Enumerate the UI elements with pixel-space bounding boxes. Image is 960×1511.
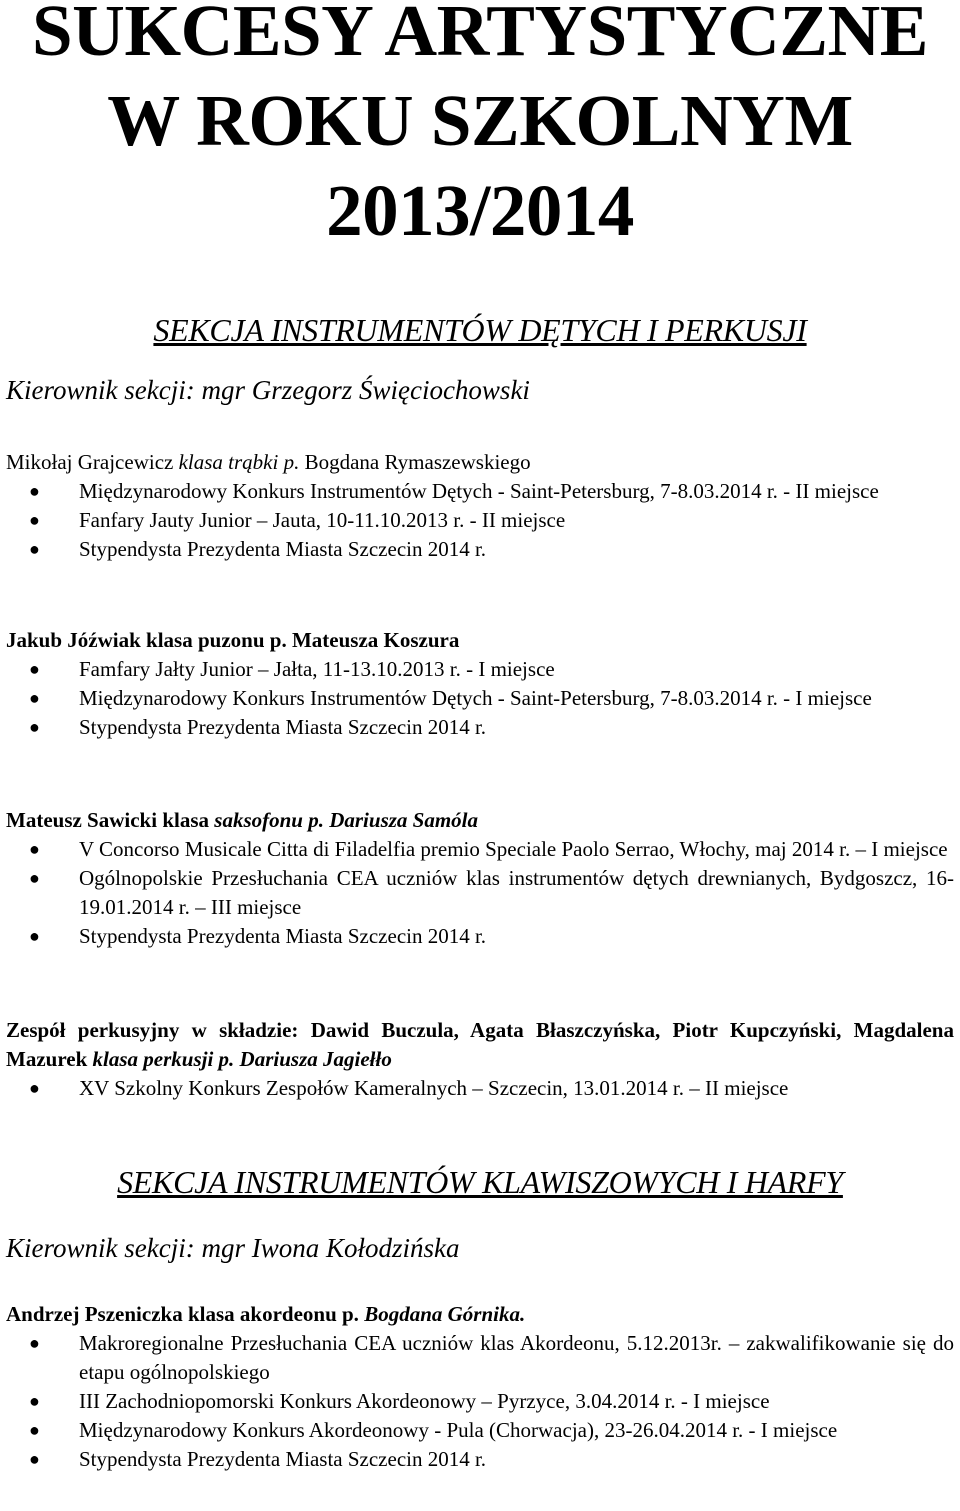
title-line-3: 2013/2014 [326,170,634,251]
list-item: ● Międzynarodowy Konkurs Akordeonowy - Pula (Chorwacja), 23-26.04.2014 r. - I miejsce [6,1416,954,1445]
list-item: ● III Zachodniopomorski Konkurs Akordeonowy – Pyrzyce, 3.04.2014 r. - I miejsce [6,1387,954,1416]
achievement-list [6,835,954,951]
list-item: ● Stypendysta Prezydenta Miasta Szczecin 2014 r. [6,713,954,742]
student-heading [6,626,954,655]
ensemble-class: klasa perkusji p. [92,1047,235,1071]
achievement-list [6,655,954,742]
list-item: ● Famfary Jałty Junior – Jałta, 11-13.10.2013 r. - I miejsce [6,655,954,684]
list-item: ● Stypendysta Prezydenta Miasta Szczecin 2014 r. [6,1445,954,1474]
section-title-wind-percussion: SEKCJA INSTRUMENTÓW DĘTYCH I PERKUSJI [153,312,807,348]
student-block [6,806,954,951]
bullet-icon: ● [29,481,40,501]
achievement-list [6,1074,954,1103]
student-block [6,626,954,742]
list-item: ● Stypendysta Prezydenta Miasta Szczecin 2014 r. [6,535,954,564]
list-item: ● Międzynarodowy Konkurs Instrumentów Dętych - Saint-Petersburg, 7-8.03.2014 r. - I miejsce [6,684,954,713]
list-item: ● Makroregionalne Przesłuchania CEA uczniów klas Akordeonu, 5.12.2013r. – zakwalifikowanie się do etapu ogólnopolskiego [29,1331,954,1384]
student-block [6,1300,954,1474]
bullet-icon: ● [29,1333,40,1353]
list-item: ● XV Szkolny Konkurs Zespołów Kameralnych – Szczecin, 13.01.2014 r. – II miejsce [6,1074,954,1103]
achievement-list [6,477,954,564]
ensemble-heading [6,1016,954,1074]
bullet-icon: ● [29,510,40,530]
student-heading [6,806,954,835]
bullet-icon: ● [29,926,40,946]
student-class: klasa trąbki p. [178,450,300,474]
section-leader: Kierownik sekcji: mgr Grzegorz Święciochowski [6,375,530,405]
bullet-icon: ● [29,717,40,737]
list-item: ● V Concorso Musicale Citta di Filadelfia premio Speciale Paolo Serrao, Włochy, maj 2014 r. – I miejsce [6,835,954,864]
student-name: Mateusz Sawicki klasa [6,808,210,832]
section-title-keyboard-harp: SEKCJA INSTRUMENTÓW KLAWISZOWYCH I HARFY [117,1164,843,1200]
document-title [0,0,960,256]
bullet-icon: ● [29,659,40,679]
bullet-icon: ● [29,839,40,859]
student-heading [6,1300,954,1329]
student-teacher: Mateusza Koszura [291,628,460,652]
student-class: saksofonu p. [214,808,324,832]
list-item: ● Fanfary Jauty Junior – Jauta, 10-11.10.2013 r. - II miejsce [6,506,954,535]
student-teacher: Dariusza Samóla [329,808,479,832]
ensemble-block [6,1016,954,1103]
bullet-icon: ● [29,868,40,888]
title-line-1: SUKCESY ARTYSTYCZNE [32,0,928,71]
bullet-icon: ● [29,1391,40,1411]
list-item: ● Ogólnopolskie Przesłuchania CEA uczniów klas instrumentów dętych drewnianych, Bydgoszcz, 16-19.01.2014 r. – III miejsce [29,866,954,919]
student-name: Jakub Jóźwiak klasa puzonu p. [6,628,287,652]
student-teacher: Bogdana Górnika. [364,1302,526,1326]
achievement-list [6,1329,954,1474]
ensemble-teacher: Dariusza Jagiełło [239,1047,392,1071]
student-name: Andrzej Pszeniczka klasa akordeonu p. [6,1302,359,1326]
bullet-icon: ● [29,1449,40,1469]
bullet-icon: ● [29,539,40,559]
student-heading [6,448,954,477]
bullet-icon: ● [29,1078,40,1098]
list-item: ● Międzynarodowy Konkurs Instrumentów Dętych - Saint-Petersburg, 7-8.03.2014 r. - II miejsce [6,477,954,506]
list-item: ● Stypendysta Prezydenta Miasta Szczecin 2014 r. [6,922,954,951]
bullet-icon: ● [29,688,40,708]
student-name: Mikołaj Grajcewicz [6,450,174,474]
title-line-2: W ROKU SZKOLNYM [107,80,853,161]
ensemble-name: Zespół perkusyjny w składzie: Dawid Buczula, Agata Błaszczyńska, Piotr Kupczyński, Magdalena Mazurek [6,1018,954,1071]
student-teacher: Bogdana Rymaszewskiego [304,450,531,474]
bullet-icon: ● [29,1420,40,1440]
student-block [6,448,954,564]
section-leader: Kierownik sekcji: mgr Iwona Kołodzińska [6,1233,460,1263]
